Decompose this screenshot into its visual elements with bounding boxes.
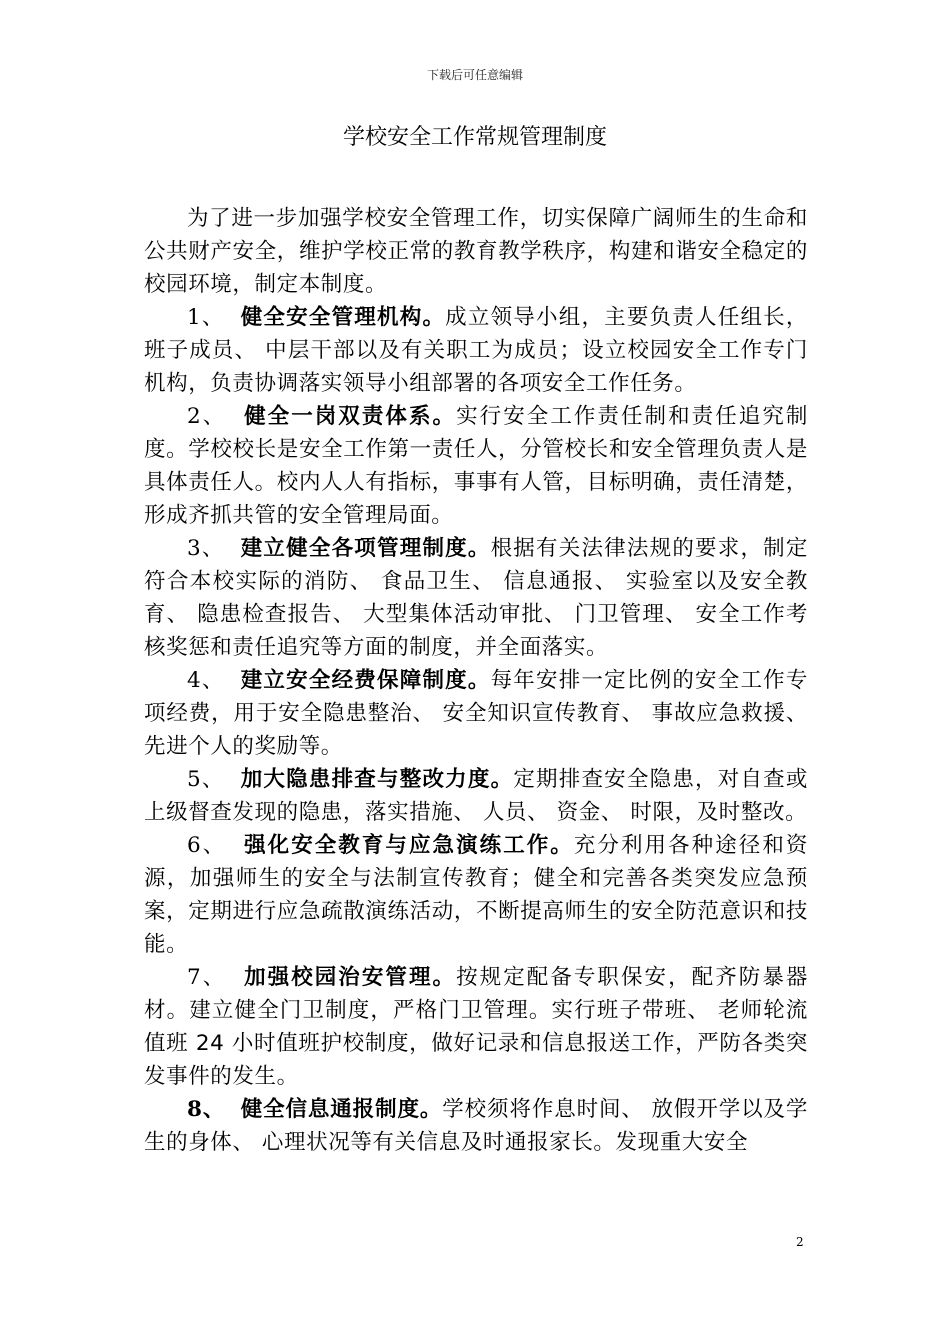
item-paragraph xyxy=(144,961,808,1093)
item-number: 8、 xyxy=(187,1097,226,1122)
item-number: 7、 xyxy=(187,965,227,990)
item-paragraph xyxy=(144,532,808,664)
item-text: 按规定配备专职保安，配齐防暴器材。建立健全门卫制度，严格门卫管理。实行班子带班、 老师轮流值班 24 小时值班护校制度，做好记录和信息报送工作，严防各类突发事件的发生。 xyxy=(144,965,808,1089)
item-paragraph xyxy=(144,829,808,961)
item-heading: 强化安全教育与应急演练工作。 xyxy=(244,833,574,858)
item-number: 2、 xyxy=(187,404,227,429)
item-paragraph xyxy=(144,1093,808,1159)
item-number: 3、 xyxy=(187,536,225,561)
item-text: 充分利用各种途径和资源，加强师生的安全与法制宣传教育；健全和完善各类突发应急预案，定期进行应急疏散演练活动，不断提高师生的安全防范意识和技能。 xyxy=(144,833,808,957)
page-header: 下载后可任意编辑 xyxy=(426,68,523,82)
item-heading: 建立健全各项管理制度。 xyxy=(240,536,491,561)
item-number: 6、 xyxy=(187,833,227,858)
item-heading: 健全信息通报制度。 xyxy=(240,1097,443,1122)
item-text: 学校须将作息时间、 放假开学以及学生的身体、 心理状况等有关信息及时通报家长。发现重大安全 xyxy=(144,1097,808,1155)
item-heading: 健全一岗双责体系。 xyxy=(244,404,457,429)
item-number: 5、 xyxy=(187,767,225,792)
item-paragraph xyxy=(144,763,808,829)
item-text: 每年安排一定比例的安全工作专项经费，用于安全隐患整治、 安全知识宣传教育、 事故应急救援、 先进个人的奖励等。 xyxy=(144,668,808,759)
document-title: 学校安全工作常规管理制度 xyxy=(342,125,607,150)
item-text: 根据有关法律法规的要求，制定符合本校实际的消防、 食品卫生、 信息通报、 实验室以及安全教育、 隐患检查报告、 大型集体活动审批、 门卫管理、 安全工作考核奖惩和责任追究等方面的制度，并全面落实。 xyxy=(144,536,808,660)
page-number: 2 xyxy=(796,1235,804,1249)
item-paragraph xyxy=(144,400,808,532)
item-paragraph xyxy=(144,664,808,763)
document-body xyxy=(144,202,808,1159)
intro-paragraph: 为了进一步加强学校安全管理工作，切实保障广阔师生的生命和公共财产安全，维护学校正常的教育教学秩序，构建和谐安全稳定的校园环境，制定本制度。 xyxy=(144,206,808,297)
item-heading: 健全安全管理机构。 xyxy=(240,305,446,330)
item-heading: 加强校园治安管理。 xyxy=(244,965,457,990)
item-number: 1、 xyxy=(187,305,225,330)
item-paragraph xyxy=(144,301,808,400)
item-heading: 建立安全经费保障制度。 xyxy=(240,668,491,693)
item-text: 实行安全工作责任制和责任追究制度。学校校长是安全工作第一责任人，分管校长和安全管理负责人是具体责任人。校内人人有指标，事事有人管，目标明确，责任清楚，形成齐抓共管的安全管理局面。 xyxy=(144,404,808,528)
item-text: 成立领导小组，主要负责人任组长，班子成员、 中层干部以及有关职工为成员；设立校园安全工作专门机构，负责协调落实领导小组部署的各项安全工作任务。 xyxy=(144,305,808,396)
item-text: 定期排查安全隐患，对自查或上级督查发现的隐患，落实措施、 人员、 资金、 时限，及时整改。 xyxy=(144,767,808,825)
item-number: 4、 xyxy=(187,668,225,693)
item-heading: 加大隐患排查与整改力度。 xyxy=(240,767,514,792)
